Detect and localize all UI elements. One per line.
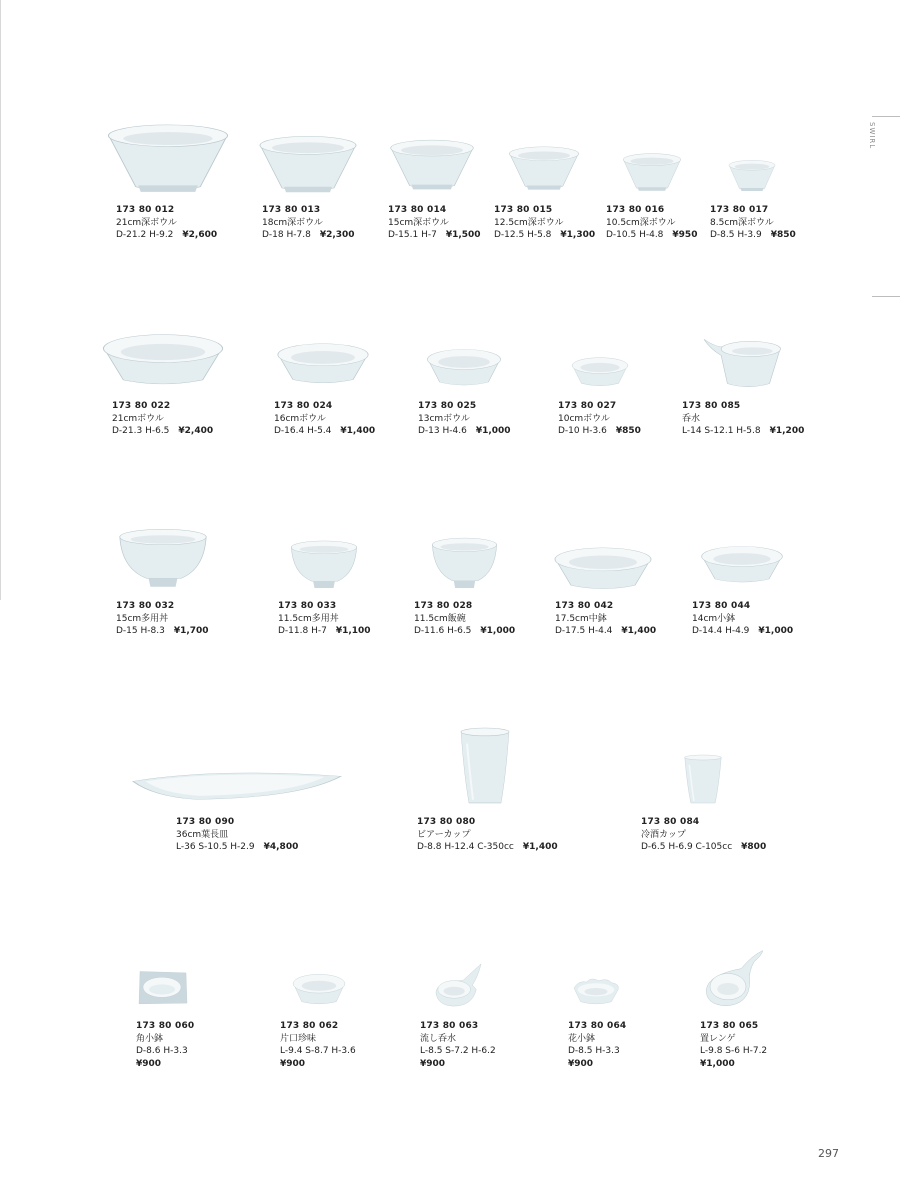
product-name: 呑水 (682, 413, 701, 424)
product-image (431, 537, 498, 589)
product-dimensions: D-13 H-4.6 (418, 426, 467, 436)
product-caption (280, 1020, 356, 1070)
product-dimensions: D-15.1 H-7 (388, 230, 437, 240)
product-caption (692, 600, 793, 638)
product-name: 16cmボウル (274, 413, 326, 424)
product-caption (555, 600, 656, 638)
product-code: 173 80 014 (388, 205, 447, 215)
product-name: 15cm多用丼 (116, 613, 169, 624)
product-code: 173 80 032 (116, 601, 175, 611)
product-price: ¥1,400 (340, 426, 376, 436)
product-caption (388, 204, 481, 242)
product-dimensions: D-11.6 H-6.5 (414, 626, 472, 636)
product-code: 173 80 044 (692, 601, 751, 611)
product-price: ¥2,600 (182, 230, 218, 240)
product-name: 15cm深ボウル (388, 217, 449, 228)
product-price: ¥900 (420, 1058, 446, 1069)
product-code: 173 80 027 (558, 401, 617, 411)
product-dimensions: D-14.4 H-4.9 (692, 626, 750, 636)
product-name: 11.5cm飯碗 (414, 613, 466, 624)
product-caption (262, 204, 355, 242)
product-code: 173 80 064 (568, 1021, 627, 1031)
product-caption (417, 816, 558, 854)
product-price: ¥1,400 (522, 842, 558, 852)
product-dimensions: D-15 H-8.3 (116, 626, 165, 636)
product-name: 8.5cm深ボウル (710, 217, 774, 228)
product-dimensions: D-8.5 H-3.3 (568, 1046, 620, 1056)
product-price: ¥850 (770, 230, 796, 240)
product-name: 21cm深ボウル (116, 217, 177, 228)
product-code: 173 80 065 (700, 1021, 759, 1031)
section-rule-bottom (872, 296, 900, 297)
product-code: 173 80 025 (418, 401, 477, 411)
product-image (508, 145, 580, 191)
product-caption (641, 816, 766, 854)
product-price: ¥800 (741, 842, 767, 852)
product-caption (682, 400, 804, 438)
product-price: ¥1,300 (560, 230, 596, 240)
product-name: 18cm深ボウル (262, 217, 323, 228)
product-image (571, 355, 629, 388)
product-caption (116, 204, 217, 242)
product-caption (710, 204, 796, 242)
product-dimensions: D-8.8 H-12.4 C-350cc (417, 842, 514, 852)
product-code: 173 80 012 (116, 205, 175, 215)
product-dimensions: D-18 H-7.8 (262, 230, 311, 240)
product-caption (274, 400, 375, 438)
product-price: ¥1,100 (335, 626, 371, 636)
section-rule-top (872, 116, 900, 117)
product-code: 173 80 022 (112, 401, 171, 411)
product-code: 173 80 028 (414, 601, 473, 611)
product-price: ¥1,000 (480, 626, 516, 636)
product-code: 173 80 016 (606, 205, 665, 215)
product-name: 21cmボウル (112, 413, 164, 424)
product-price: ¥900 (136, 1058, 162, 1069)
product-image (684, 755, 722, 805)
product-price: ¥900 (280, 1058, 306, 1069)
product-image (290, 540, 358, 589)
product-image (292, 970, 346, 1006)
product-caption (116, 600, 209, 638)
product-name: 置レンゲ (700, 1033, 736, 1044)
product-price: ¥2,300 (319, 230, 355, 240)
product-price: ¥4,800 (263, 842, 299, 852)
product-code: 173 80 084 (641, 817, 700, 827)
product-image (704, 947, 764, 1007)
product-image (728, 159, 776, 192)
product-image (118, 528, 208, 588)
product-name: 10cmボウル (558, 413, 610, 424)
product-image (389, 138, 475, 191)
product-price: ¥850 (615, 426, 641, 436)
product-image (426, 346, 502, 388)
product-price: ¥900 (568, 1058, 594, 1069)
product-caption (176, 816, 298, 854)
product-code: 173 80 080 (417, 817, 476, 827)
product-price: ¥1,400 (621, 626, 657, 636)
product-caption (568, 1020, 626, 1070)
product-dimensions: D-21.2 H-9.2 (116, 230, 174, 240)
section-label: SWIRL (868, 122, 876, 150)
product-caption (606, 204, 697, 242)
product-caption (418, 400, 511, 438)
product-name: 角小鉢 (136, 1033, 164, 1044)
product-image (553, 544, 653, 592)
product-code: 173 80 033 (278, 601, 337, 611)
product-caption (700, 1020, 767, 1070)
product-image (133, 766, 341, 800)
product-image (101, 330, 225, 388)
product-dimensions: D-6.5 H-6.9 C-105cc (641, 842, 733, 852)
product-code: 173 80 090 (176, 817, 235, 827)
product-image (138, 970, 188, 1006)
product-caption (278, 600, 371, 638)
product-price: ¥1,000 (758, 626, 794, 636)
product-caption (112, 400, 213, 438)
product-image (622, 152, 682, 192)
product-image (106, 122, 230, 194)
product-caption (558, 400, 641, 438)
product-name: 13cmボウル (418, 413, 470, 424)
product-code: 173 80 063 (420, 1021, 479, 1031)
product-name: 花小鉢 (568, 1033, 596, 1044)
product-dimensions: D-17.5 H-4.4 (555, 626, 613, 636)
product-dimensions: L-9.8 S-6 H-7.2 (700, 1046, 768, 1056)
product-dimensions: D-21.3 H-6.5 (112, 426, 170, 436)
product-caption (420, 1020, 496, 1070)
product-dimensions: D-8.6 H-3.3 (136, 1046, 188, 1056)
product-dimensions: L-36 S-10.5 H-2.9 (176, 842, 255, 852)
product-image (704, 336, 782, 390)
product-code: 173 80 024 (274, 401, 333, 411)
product-price: ¥1,000 (475, 426, 511, 436)
product-code: 173 80 085 (682, 401, 741, 411)
product-dimensions: D-8.5 H-3.9 (710, 230, 762, 240)
product-dimensions: D-10 H-3.6 (558, 426, 607, 436)
product-name: 流し呑水 (420, 1033, 457, 1044)
product-dimensions: D-16.4 H-5.4 (274, 426, 332, 436)
product-dimensions: D-12.5 H-5.8 (494, 230, 552, 240)
product-price: ¥1,700 (173, 626, 209, 636)
product-name: 14cm小鉢 (692, 613, 736, 624)
product-name: 10.5cm深ボウル (606, 217, 676, 228)
product-name: ビアーカップ (417, 829, 471, 840)
product-code: 173 80 017 (710, 205, 769, 215)
product-code: 173 80 062 (280, 1021, 339, 1031)
product-code: 173 80 015 (494, 205, 553, 215)
product-caption (414, 600, 515, 638)
product-name: 片口珍味 (280, 1033, 317, 1044)
product-price: ¥950 (672, 230, 698, 240)
product-code: 173 80 060 (136, 1021, 195, 1031)
product-code: 173 80 042 (555, 601, 614, 611)
product-price: ¥1,200 (769, 426, 805, 436)
product-dimensions: D-10.5 H-4.8 (606, 230, 664, 240)
product-price: ¥2,400 (178, 426, 214, 436)
product-name: 11.5cm多用丼 (278, 613, 339, 624)
product-image (572, 976, 620, 1006)
product-price: ¥1,000 (700, 1058, 735, 1069)
product-dimensions: L-9.4 S-8.7 H-3.6 (280, 1046, 356, 1056)
product-name: 17.5cm中鉢 (555, 613, 607, 624)
product-dimensions: D-11.8 H-7 (278, 626, 327, 636)
product-image (460, 728, 510, 806)
product-dimensions: L-14 S-12.1 H-5.8 (682, 426, 761, 436)
product-image (434, 963, 482, 1007)
product-caption (494, 204, 595, 242)
product-name: 36cm葉長皿 (176, 829, 229, 840)
product-dimensions: L-8.5 S-7.2 H-6.2 (420, 1046, 496, 1056)
product-caption (136, 1020, 194, 1070)
product-name: 12.5cm深ボウル (494, 217, 564, 228)
left-margin-rule (0, 0, 1, 600)
product-code: 173 80 013 (262, 205, 321, 215)
product-image (276, 340, 370, 386)
product-image (258, 134, 358, 194)
product-image (700, 543, 784, 585)
product-price: ¥1,500 (445, 230, 481, 240)
product-name: 冷酒カップ (641, 829, 686, 840)
page-number: 297 (818, 1147, 839, 1160)
